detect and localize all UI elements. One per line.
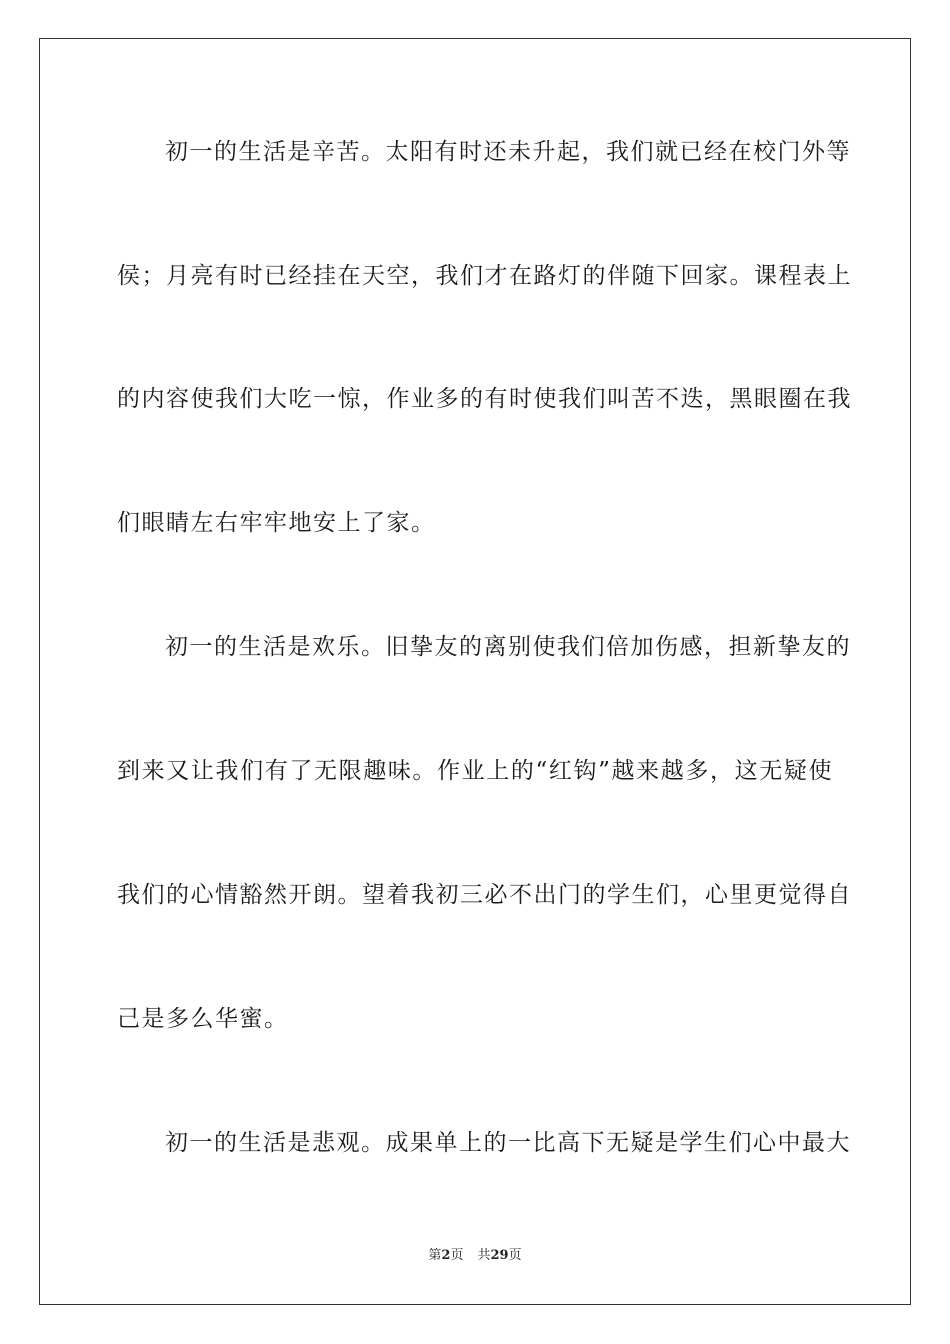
paragraph-2-line-3: 我们的心情豁然开朗。望着我初三必不出门的学生们，心里更觉得自 <box>117 882 852 908</box>
page-number: 2 <box>441 1248 451 1263</box>
page-footer <box>0 1247 950 1265</box>
paragraph-1-line-2: 侯；月亮有时已经挂在天空，我们才在路灯的伴随下回家。课程表上 <box>117 263 852 289</box>
paragraph-1-line-1: 初一的生活是辛苦。太阳有时还未升起，我们就已经在校门外等 <box>165 139 851 165</box>
paragraph-3-line-1: 初一的生活是悲观。成果单上的一比高下无疑是学生们心中最大 <box>165 1130 851 1156</box>
paragraph-2-line-1: 初一的生活是欢乐。旧挚友的离别使我们倍加伤感，担新挚友的 <box>165 634 851 660</box>
page-suffix: 页 <box>450 1248 464 1263</box>
page-prefix: 第 <box>428 1248 442 1263</box>
total-pages: 29 <box>490 1248 509 1263</box>
paragraph-2-line-2: 到来又让我们有了无限趣味。作业上的“红钩”越来越多，这无疑使 <box>117 758 833 784</box>
paragraph-1-line-4: 们眼睛左右牢牢地安上了家。 <box>117 510 436 536</box>
total-suffix: 页 <box>508 1248 522 1263</box>
page-border <box>39 38 911 1305</box>
paragraph-2-line-4: 己是多么华蜜。 <box>117 1006 289 1032</box>
total-prefix: 共 <box>477 1248 491 1263</box>
paragraph-1-line-3: 的内容使我们大吃一惊，作业多的有时使我们叫苦不迭，黑眼圈在我 <box>117 386 852 412</box>
